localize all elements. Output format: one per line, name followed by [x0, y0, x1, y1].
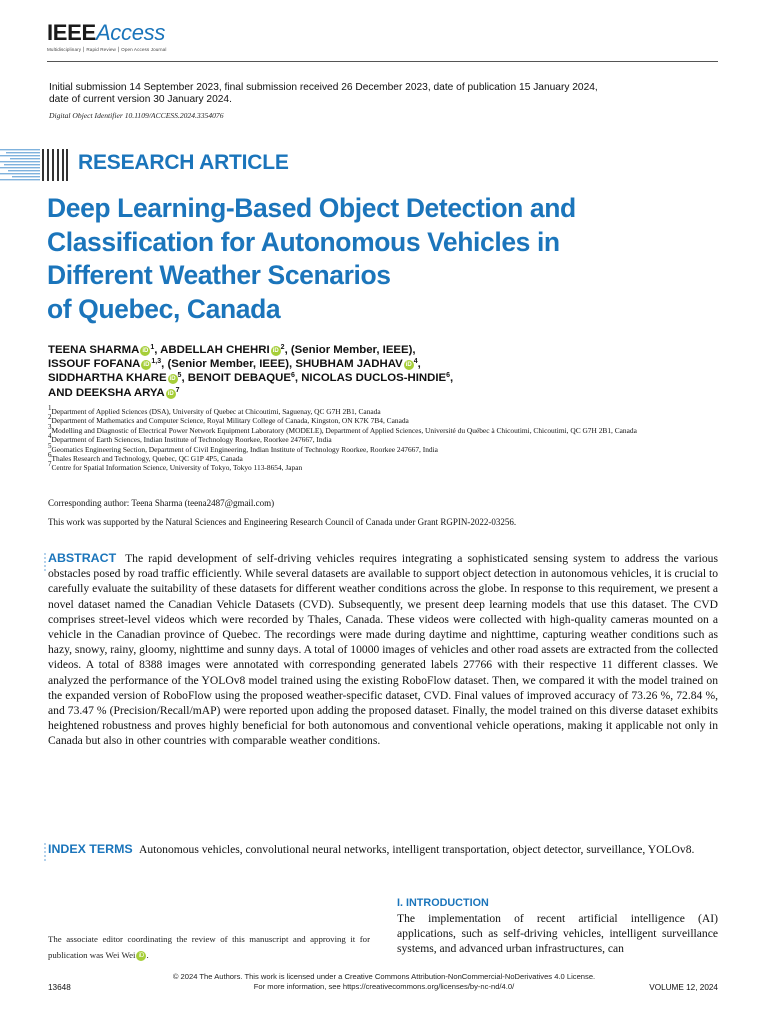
volume-info: VOLUME 12, 2024 [649, 983, 718, 992]
abstract-label: ABSTRACT [48, 551, 117, 565]
affiliation: $^5$Geomatics Engineering Section, Department of Civil Engineering, Indian Institute of Technology Roorkee, Roorkee 247667, India [48, 441, 438, 454]
header-divider [47, 61, 718, 62]
index-terms [48, 842, 718, 857]
author-name: ABDELLAH CHEHRI [160, 344, 270, 356]
author-affil-sup: 1 [150, 344, 155, 351]
paper-title [47, 192, 587, 326]
title-line: Different Weather Scenarios [47, 260, 391, 290]
funding-statement: This work was supported by the Natural Sciences and Engineering Research Council of Canada under Grant RGPIN-2022-03256. [48, 517, 517, 527]
author-line [48, 386, 568, 400]
author-list [48, 343, 568, 400]
index-terms-label: INDEX TERMS [48, 842, 133, 856]
title-line: Deep Learning-Based Object Detection and [47, 193, 576, 223]
index-terms-text: Autonomous vehicles, convolutional neural networks, intelligent transportation, object detector, surveillance, YOLOv8. [138, 843, 695, 856]
affiliation: $^7$Centre for Spatial Information Science, University of Tokyo, Tokyo 113-8654, Japan [48, 460, 303, 473]
page-number: 13648 [48, 983, 71, 992]
license-notice: © 2024 The Authors. This work is licensed under a Creative Commons Attribution-NonCommercial-NoDerivatives 4.0 License. For more information, see https://creativecommons.org/licenses/by-nc-nd/4.0/ [0, 972, 768, 991]
author-affil-sup: 1,3 [151, 358, 162, 366]
submission-dates: Initial submission 14 September 2023, final submission received 26 December 2023, date of publication 15 January 2024, date of current version 30 January 2024. [49, 82, 598, 105]
affiliation: $^4$Department of Earth Sciences, Indian Institute of Technology Roorkee, Roorkee 247667, India [48, 432, 332, 445]
corresponding-author: Corresponding author: Teena Sharma (teena2487@gmail.com) [48, 498, 275, 508]
affiliation: $^6$Thales Research and Technology, Quebec, QC G1P 4P5, Canada [48, 451, 243, 464]
author-affil-sup: 6 [446, 372, 451, 380]
journal-tagline: Multidisciplinary ⎮ Rapid Review ⎮ Open Access Journal [47, 47, 167, 52]
author-name: TEENA SHARMA [48, 344, 140, 356]
banner-bars-graphic [42, 149, 68, 181]
author-name: SHUBHAM JADHAV [295, 358, 403, 371]
index-terms-marker-dots [44, 843, 47, 863]
author-line: TEENA SHARMA iD $^1$, ABDELLAH CHEHRI iD $^2$, (Senior Member, IEEE), [48, 344, 416, 356]
author-line: ISSOUF FOFANA iD $^{1,3}$, (Senior Member, IEEE), SHUBHAM JADHAV iD $^4$, [48, 358, 421, 371]
author-name: AND DEEKSHA ARYA [48, 386, 165, 399]
orcid-icon[interactable]: iD [136, 951, 146, 961]
orcid-icon[interactable]: iD [167, 390, 174, 397]
section-heading: I. INTRODUCTION [397, 897, 489, 909]
doi[interactable]: Digital Object Identifier 10.1109/ACCESS.2024.3354076 [49, 111, 224, 120]
author-affil-sup: 2 [280, 344, 285, 351]
title-line: Classification for Autonomous Vehicles in [47, 226, 560, 257]
abstract-marker-dots [44, 553, 47, 573]
abstract [48, 551, 718, 749]
author-affil-sup: 7 [175, 386, 180, 394]
affiliation-list [48, 404, 648, 473]
author-line: SIDDHARTHA KHARE iD $^5$, BENOIT DEBAQUE$^6$, NICOLAS DUCLOS-HINDIE$^6$, [48, 372, 454, 385]
logo-access: Access [95, 20, 166, 45]
author-name: ISSOUF FOFANA [48, 358, 141, 371]
orcid-icon[interactable]: iD [143, 362, 150, 369]
article-type-banner [0, 147, 320, 183]
abstract-text: The rapid development of self-driving vehicles requires integrating a sophisticated sensing system to address the various obstacles posed by road traffic efficiently. While several datasets are available to support object detection in autonomous vehicles, it is crucial to carefully evaluate the suitability of these datasets for different weather conditions across the globe. In response to this requirement, we present a novel dataset named the Canadian Vehicle Datasets (CVD). Subsequently, we present deep learning models that use this dataset. The CVD comprises street-level videos which were recorded by Thales, Canada. These videos were collected with high-quality cameras mounted on a vehicle in the Canadian province of Quebec. The recordings were made during daytime and nighttime, capturing weather conditions such as hazy, snowy, rainy, gloomy, nighttime and sunny days. A total of 10000 images of vehicles and other road assets are extracted from the collected videos. A total of 8388 images were annotated with corresponding generated labels 27766 with their respective 11 different classes. We analyzed the performance of the YOLOv8 model trained using the existing RoboFlow dataset. Then, we compared it with the model trained on the expanded version of RoboFlow using the proposed weather-specific dataset, CVD. Final values of improved accuracy of 73.26 %, 72.84 %, and 73.47 % (Precision/Recall/mAP) were reported upon adding the proposed dataset. Finally, the model trained on this diverse dataset exhibits heightened robustness and proves highly beneficial for both autonomous and conventional vehicle operations, making it applicable not only in Canada but also in other countries with comparable weather conditions. [48, 552, 718, 748]
orcid-icon[interactable]: iD [405, 362, 412, 369]
orcid-icon[interactable]: iD [142, 348, 149, 354]
introduction-text: The implementation of recent artificial intelligence (AI) applications, such as self-driving vehicles, intelligent surveillance systems, and advanced urban infrastructures, can [397, 912, 718, 956]
author-affil-sup: 4 [413, 358, 418, 366]
affiliation: $^3$Modelling and Diagnostic of Electrical Power Network Equipment Laboratory (MODELE), Department of Applied Sciences, Université du Québec à Chicoutimi, Chicoutimi, QC G7H 2B1, Canada [48, 422, 637, 435]
author-name: BENOIT DEBAQUE [187, 372, 291, 385]
orcid-icon[interactable]: iD [272, 348, 279, 354]
title-line: of Quebec, Canada [47, 293, 281, 324]
article-type-label: RESEARCH ARTICLE [78, 151, 289, 174]
author-name: SIDDHARTHA KHARE [48, 372, 167, 385]
logo-ieee: IEEE [47, 20, 96, 45]
author-affil-sup: 5 [177, 372, 182, 380]
journal-logo [47, 22, 166, 53]
banner-stripes-graphic [0, 147, 40, 183]
affiliation: $^1$Department of Applied Sciences (DSA), University of Quebec at Chicoutimi, Saguenay, QC G7H 2B1, Canada [48, 404, 381, 416]
license-link[interactable]: For more information, see https://creativecommons.org/licenses/by-nc-nd/4.0/ [253, 981, 515, 991]
author-affil-sup: 6 [290, 372, 295, 380]
orcid-icon[interactable]: iD [169, 376, 176, 383]
author-name: NICOLAS DUCLOS-HINDIE [301, 372, 447, 385]
affiliation: $^2$Department of Mathematics and Computer Science, Royal Military College of Canada, Kingston, ON K7K 7B4, Canada [48, 413, 409, 426]
editor-note: The associate editor coordinating the review of this manuscript and approving it for publication was Wei Wei iD . [48, 934, 370, 960]
